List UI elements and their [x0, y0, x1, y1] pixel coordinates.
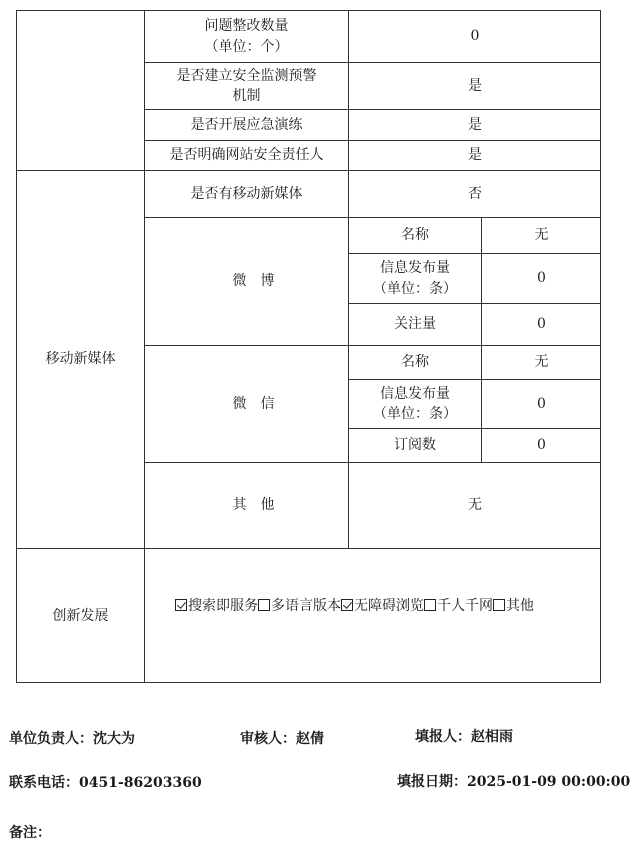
weixin-publish-label [349, 380, 481, 428]
safety-warning-value: 是 [468, 77, 482, 94]
issue-fix-count-label-line1: 问题整改数量 [204, 18, 289, 35]
weibo-name-label: 名称 [401, 227, 429, 244]
weixin-name-label: 名称 [401, 354, 429, 371]
safety-warning-label [145, 63, 348, 109]
checkbox-accessibility[interactable] [341, 599, 353, 611]
weibo-follow-label: 关注量 [394, 316, 436, 333]
weibo-publish-label [349, 254, 481, 303]
issue-fix-count-label-line2: （单位：个） [204, 38, 289, 55]
option-label: 千人千网 [437, 598, 493, 614]
safety-warning-label-line2: 机制 [232, 88, 261, 104]
checkbox-search-service[interactable] [175, 599, 187, 611]
has-mobile-media-value: 否 [468, 185, 482, 202]
safety-warning-label-line1: 是否建立安全监测预警 [176, 67, 317, 84]
weixin-name-value: 无 [534, 354, 549, 371]
remark: 备注： [9, 825, 51, 841]
issue-fix-count-label [145, 11, 348, 62]
security-owner-value: 是 [468, 147, 482, 164]
unit-head: 单位负责人：沈大为 [9, 731, 135, 747]
checkbox-other[interactable] [493, 599, 505, 611]
other-media-value: 无 [468, 497, 482, 514]
option-label: 无障碍浏览 [354, 598, 424, 614]
weixin-publish-value: 0 [537, 395, 546, 412]
option-label: 多语言版本 [271, 598, 341, 614]
weibo-label: 微博 [232, 273, 289, 290]
innovation-label: 创新发展 [52, 607, 109, 624]
mobile-media-section-label: 移动新媒体 [45, 351, 116, 368]
weibo-name-value: 无 [534, 227, 549, 244]
innovation-options [175, 595, 534, 615]
security-owner-label: 是否明确网站安全责任人 [169, 147, 324, 164]
checkbox-personalized[interactable] [424, 599, 436, 611]
reviewer: 审核人：赵倩 [240, 731, 324, 747]
fill-date: 填报日期：2025-01-09 00:00:00 [397, 774, 631, 790]
other-media-label: 其他 [232, 497, 289, 514]
weixin-label: 微信 [232, 395, 289, 412]
weixin-publish-label-line1: 信息发布量 [380, 385, 450, 402]
weibo-publish-label-line2: （单位：条） [373, 280, 457, 297]
option-label: 其他 [506, 598, 534, 614]
filler: 填报人：赵相雨 [415, 729, 513, 745]
weixin-publish-label-line2: （单位：条） [373, 406, 457, 422]
weibo-publish-label-line1: 信息发布量 [380, 260, 450, 277]
emergency-drill-value: 是 [468, 116, 482, 133]
checkbox-multilingual[interactable] [258, 599, 270, 611]
contact-phone: 联系电话：0451-86203360 [9, 775, 202, 791]
weibo-follow-value: 0 [537, 316, 546, 333]
option-label: 搜索即服务 [188, 598, 258, 614]
issue-fix-count-value: 0 [470, 28, 480, 45]
weixin-subscribe-value: 0 [537, 437, 546, 454]
weibo-publish-value: 0 [537, 270, 546, 287]
emergency-drill-label: 是否开展应急演练 [190, 116, 303, 133]
weixin-subscribe-label: 订阅数 [394, 437, 436, 454]
has-mobile-media-label: 是否有移动新媒体 [190, 185, 303, 202]
